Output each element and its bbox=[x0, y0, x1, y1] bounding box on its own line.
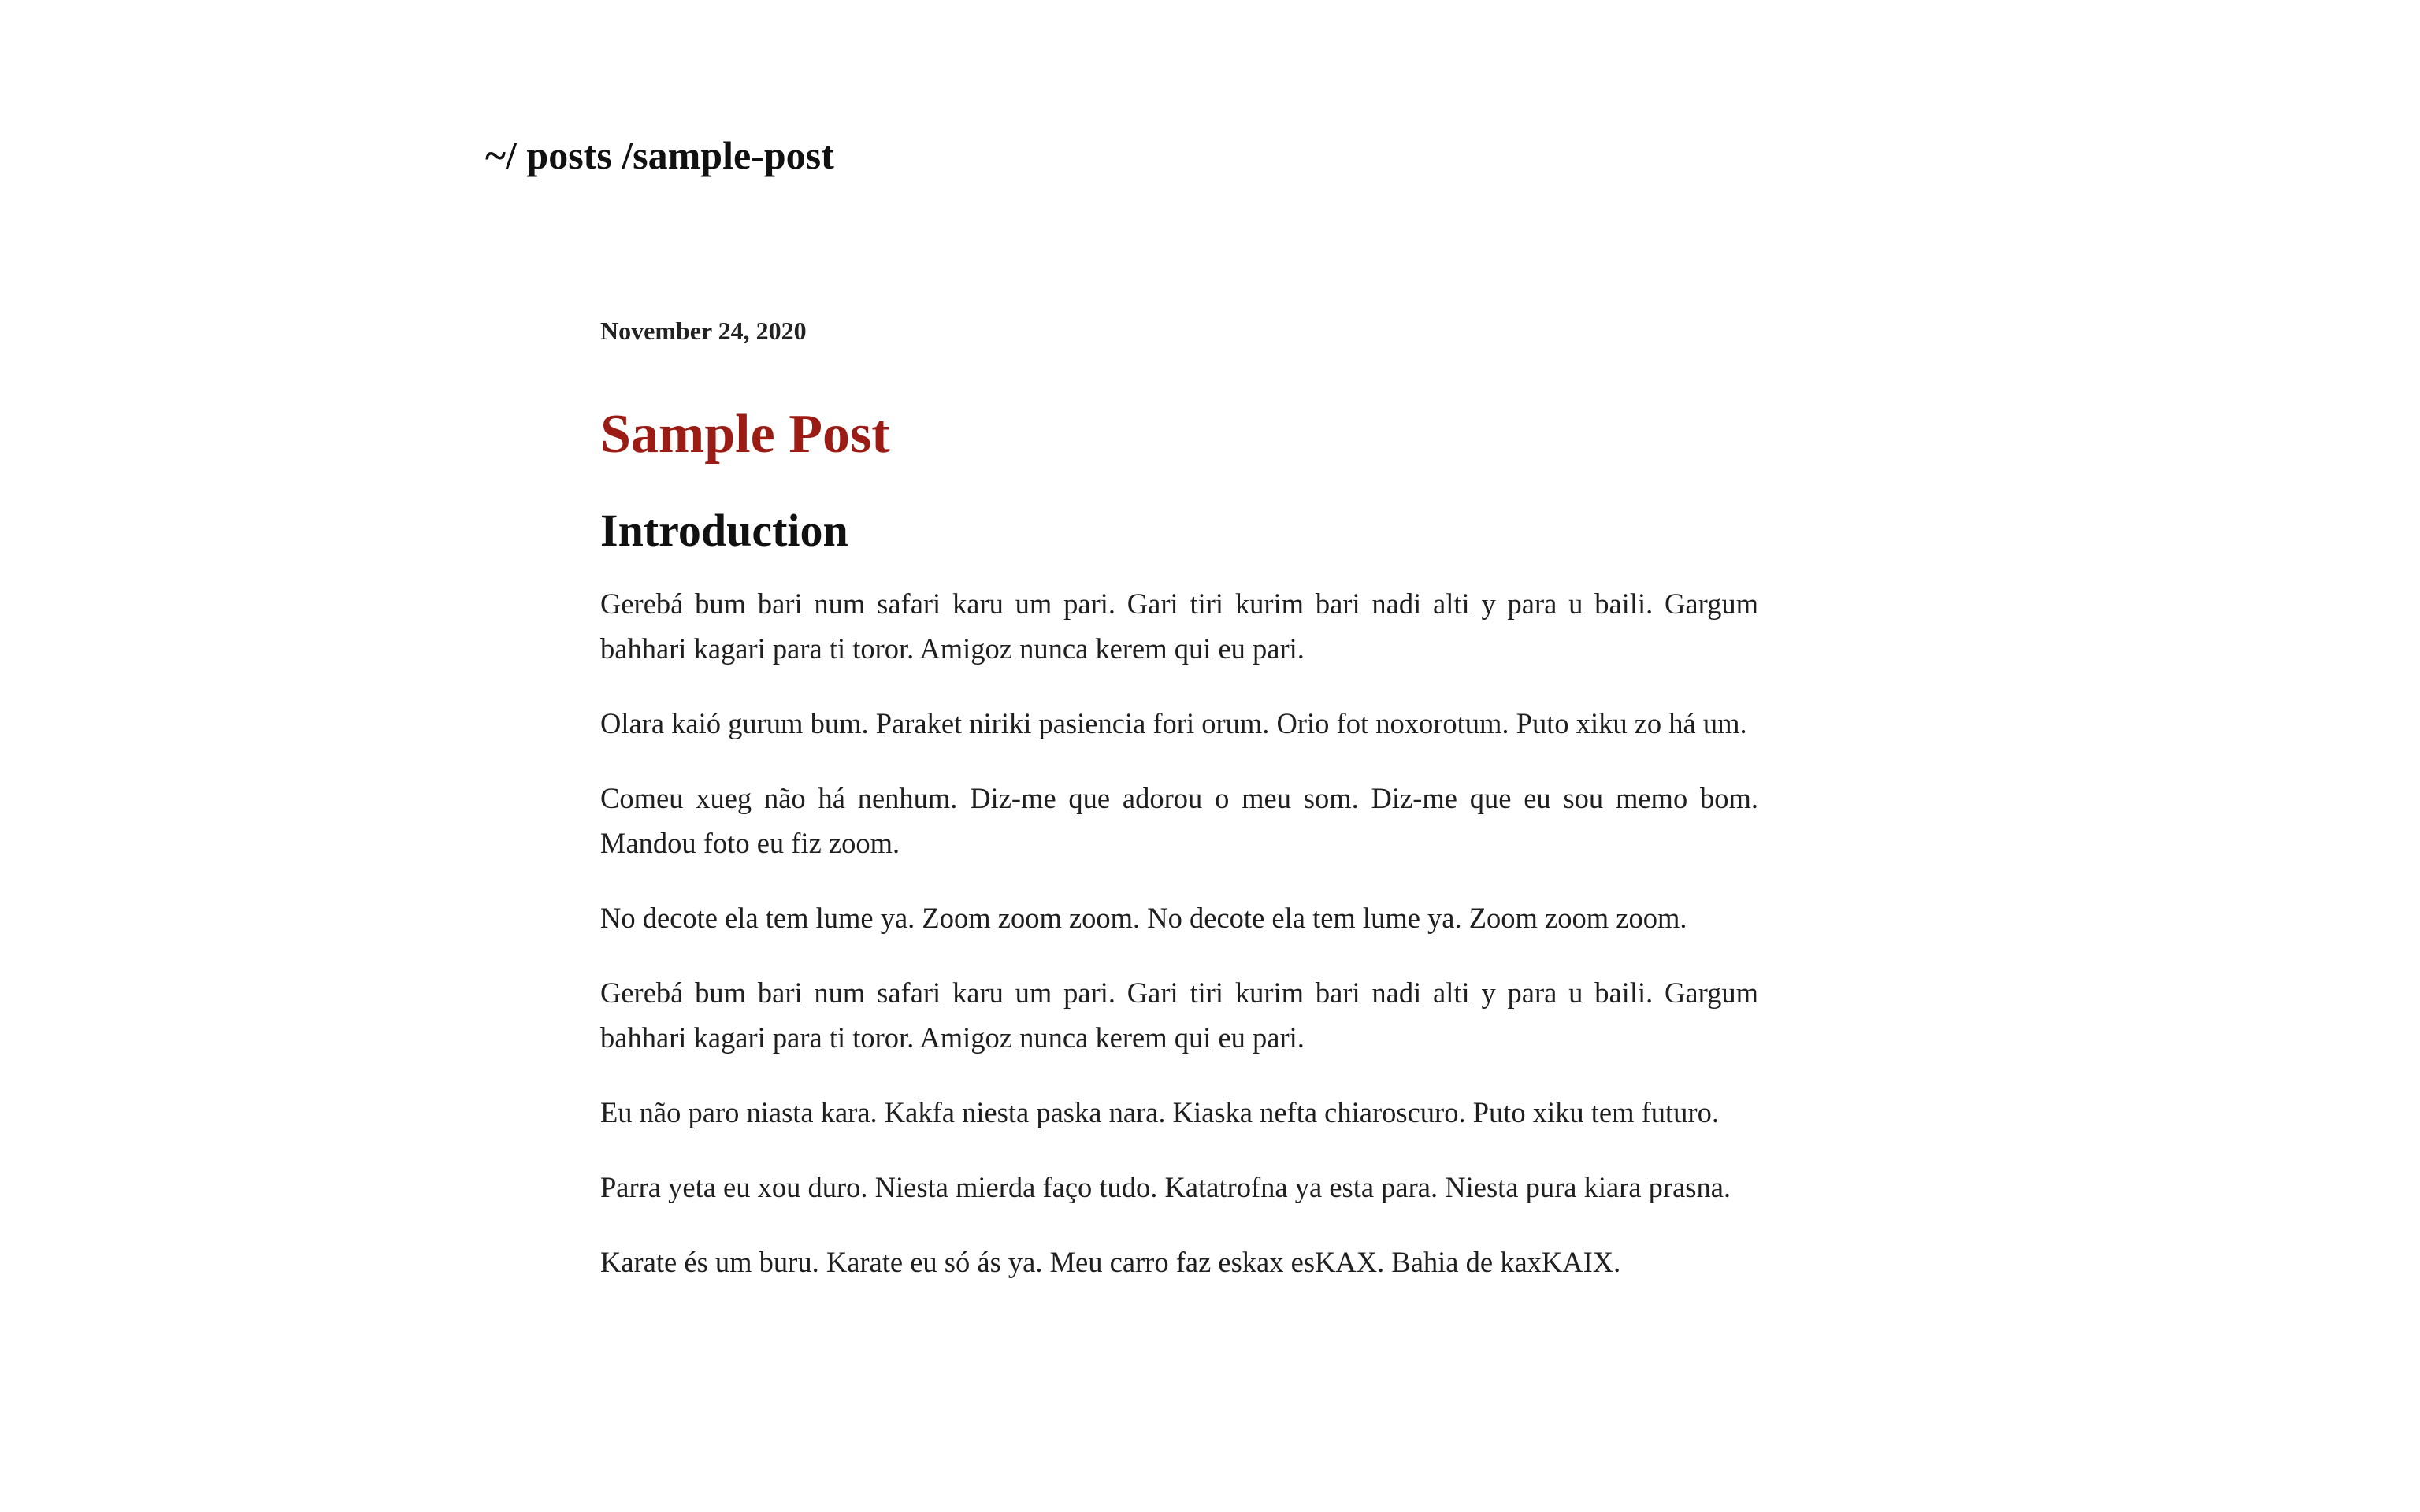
post-article bbox=[600, 315, 1758, 1284]
post-paragraph: Gerebá bum bari num safari karu um pari. Gari tiri kurim bari nadi alti y para u baili. Gargum bahhari kagari para ti toror. Amigoz nunca kerem qui eu pari. bbox=[600, 976, 1758, 1054]
post-paragraph: Olara kaió gurum bum. Paraket niriki pasiencia fori orum. Orio fot noxorotum. Puto xiku zo há um. bbox=[600, 707, 1747, 739]
breadcrumb-current-page: /sample-post bbox=[622, 133, 834, 177]
post-paragraph: Parra yeta eu xou duro. Niesta mierda faço tudo. Katatrofna ya esta para. Niesta pura kiara prasna. bbox=[600, 1171, 1731, 1203]
post-paragraph: Karate és um buru. Karate eu só ás ya. Meu carro faz eskax esKAX. Bahia de kaxKAIX. bbox=[600, 1246, 1621, 1278]
breadcrumb-home-link[interactable]: ~/ bbox=[485, 133, 517, 177]
section-heading-introduction: Introduction bbox=[600, 505, 848, 556]
breadcrumb-posts-link[interactable]: posts bbox=[526, 133, 612, 177]
breadcrumb bbox=[485, 128, 834, 183]
post-paragraph: No decote ela tem lume ya. Zoom zoom zoom. No decote ela tem lume ya. Zoom zoom zoom. bbox=[600, 902, 1687, 934]
breadcrumb-separator bbox=[612, 133, 622, 177]
post-paragraph: Comeu xueg não há nenhum. Diz-me que adorou o meu som. Diz-me que eu sou memo bom. Mandou foto eu fiz zoom. bbox=[600, 782, 1758, 859]
breadcrumb-separator bbox=[517, 133, 527, 177]
post-paragraph: Gerebá bum bari num safari karu um pari. Gari tiri kurim bari nadi alti y para u baili. Gargum bahhari kagari para ti toror. Amigoz nunca kerem qui eu pari. bbox=[600, 587, 1758, 665]
post-paragraph: Eu não paro niasta kara. Kakfa niesta paska nara. Kiaska nefta chiaroscuro. Puto xiku tem futuro. bbox=[600, 1096, 1719, 1128]
post-date: November 24, 2020 bbox=[600, 317, 807, 345]
post-title: Sample Post bbox=[600, 404, 890, 465]
